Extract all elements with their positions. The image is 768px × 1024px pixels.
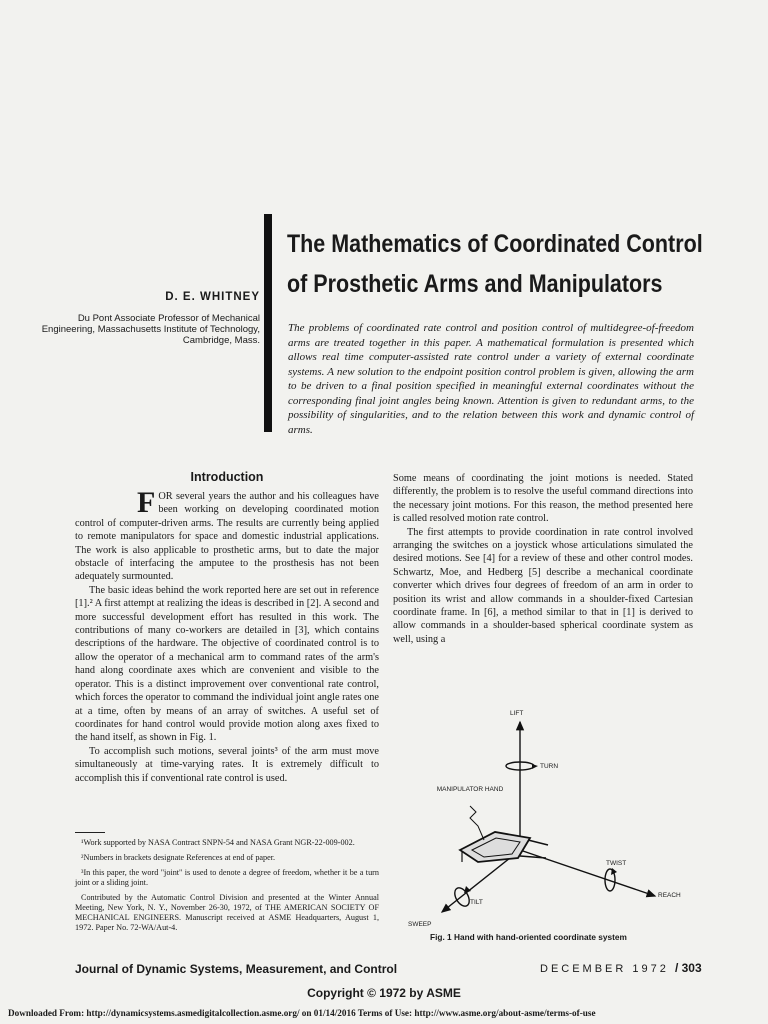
turn-arrowhead [532,764,538,769]
intro-paragraph-1 [75,486,379,584]
hand-leader-line [470,806,484,840]
col2-paragraph-1: Some means of coordinating the joint motions is needed. Stated differently, the problem is to resolve the useful command directions into the necessary joint motions. For this reason, the method presented here is called resolved motion rate control. [393,473,693,525]
issue-date-page [540,961,702,975]
figure-1 [400,700,700,940]
footnote-2: ²Numbers in brackets designate References at end of paper. [81,853,276,862]
contribution-note: Contributed by the Automatic Control Division and presented at the Winter Annual Meeting, New York, N. Y., November 26-30, 1972, of THE AMERICAN SOCIETY OF MECHANICAL ENGINEERS. Manuscript received at ASME Headquarters, August 1, 1972. Paper No. 72-WA/Aut-4. [75,893,379,932]
intro-paragraph-3: To accomplish such motions, several joints³ of the arm must move simultaneously at time-varying rates. It is extremely difficult to accomplish this if conventional rate control is used. [75,745,379,784]
label-turn: TURN [540,763,559,770]
intro-paragraph-2: The basic ideas behind the work reported here are set out in reference [1].² A first attempt at realizing the ideas is described in [2]. A second and more successful development effort has resulted in this work. The contributions of many co-workers are detailed in [3], which contains descriptions of the hardware. The objective of coordinated control is to allow the operator of a mechanical arm to command rates of the arm's hand along coordinate axes which are convenient and visible to the operator. This is a distinct improvement over conventional rate control, which forces the operator to command the individual joint angle rates one at a time, often by means of an array of switches. A useful set of coordinates for hand control would provide motion along axes fixed to the hand itself, as shown in Fig. 1. [75,584,379,744]
manipulator-hand-shape [460,832,548,862]
footnote-1: ¹Work supported by NASA Contract SNPN-54 and NASA Grant NGR-22-009-002. [81,838,355,847]
title-line-2: of Prosthetic Arms and Manipulators [287,270,663,298]
footnote-rule [75,832,105,833]
author-name: D. E. WHITNEY [165,291,260,303]
label-lift: LIFT [510,710,524,717]
col2-paragraph-2: The first attempts to provide coordination in rate control involved arranging the switches on a joystick whose articulations simulated the desired motions. See [4] for a review of these and other control modes. Schwartz, Moe, and Hedberg [5] describe a mechanical coordinate converter which drives four degrees of freedom of an arm in order to position its wrist and allow commands in a shoulder-fixed Cartesian coordinate frame. In [6], a method similar to that in [1] is derived to allow commands in a shoulder-based spherical coordinate system as well, using a [393,526,693,645]
hand-coordinate-diagram [400,700,700,940]
abstract: The problems of coordinated rate control and position control of multidegree-of-freedom arms are treated together in this paper. A mathematical formulation is presented which allows real time computer-assisted rate control under a variety of external coordinate systems. A new solution to the endpoint position control problem is given, allowing the arm to be driven to a final position specified in meaningful external coordinates without the corresponding final joint angles being known. Attention is given to redundant arms, to the possibility of singularities, and to the relation between this work and dynamic control of arms. [288,322,694,436]
footnotes [75,838,379,938]
author-affiliation: Du Pont Associate Professor of Mechanical Engineering, Massachusetts Institute of Technology, Cambridge, Mass. [41,313,260,347]
title-rule [264,214,272,432]
label-twist: TWIST [606,860,627,867]
drop-cap: F [137,486,156,519]
label-manipulator-hand: MANIPULATOR HAND [436,786,504,793]
label-tilt: TILT [470,899,483,906]
copyright-notice: Copyright © 1972 by ASME [307,986,461,1000]
intro-paragraph-1-text: OR several years the author and his colleagues have been working on developing coordinated motion control of computer-driven arms. The results are currently being applied to remote manipulators for space and domestic industrial applications. The work is also applicable to prosthetic arms, but to date the major obstacle of interfacing the amputee to the prosthesis has not been adequately surmounted. [75,491,379,583]
title-line-1: The Mathematics of Coordinated Control [287,230,703,258]
body-column-left [75,486,379,785]
figure-caption: Fig. 1 Hand with hand-oriented coordinate system [430,932,627,942]
download-notice: Downloaded From: http://dynamicsystems.asmedigitalcollection.asme.org/ on 01/14/2016 Terms of Use: http://www.asme.org/about-asme/terms-of-use [8,1008,596,1018]
paper-title [287,224,703,304]
issue-date: DECEMBER 1972 [540,963,669,975]
label-sweep: SWEEP [408,921,432,928]
journal-name: Journal of Dynamic Systems, Measurement, and Control [75,962,398,976]
section-heading-introduction: Introduction [190,470,264,484]
label-reach: REACH [658,892,681,899]
footnote-3: ³In this paper, the word "joint" is used to denote a degree of freedom, whether it be a turn joint or a sliding joint. [75,868,379,887]
page-number: / 303 [674,961,702,975]
body-column-right [393,472,693,646]
